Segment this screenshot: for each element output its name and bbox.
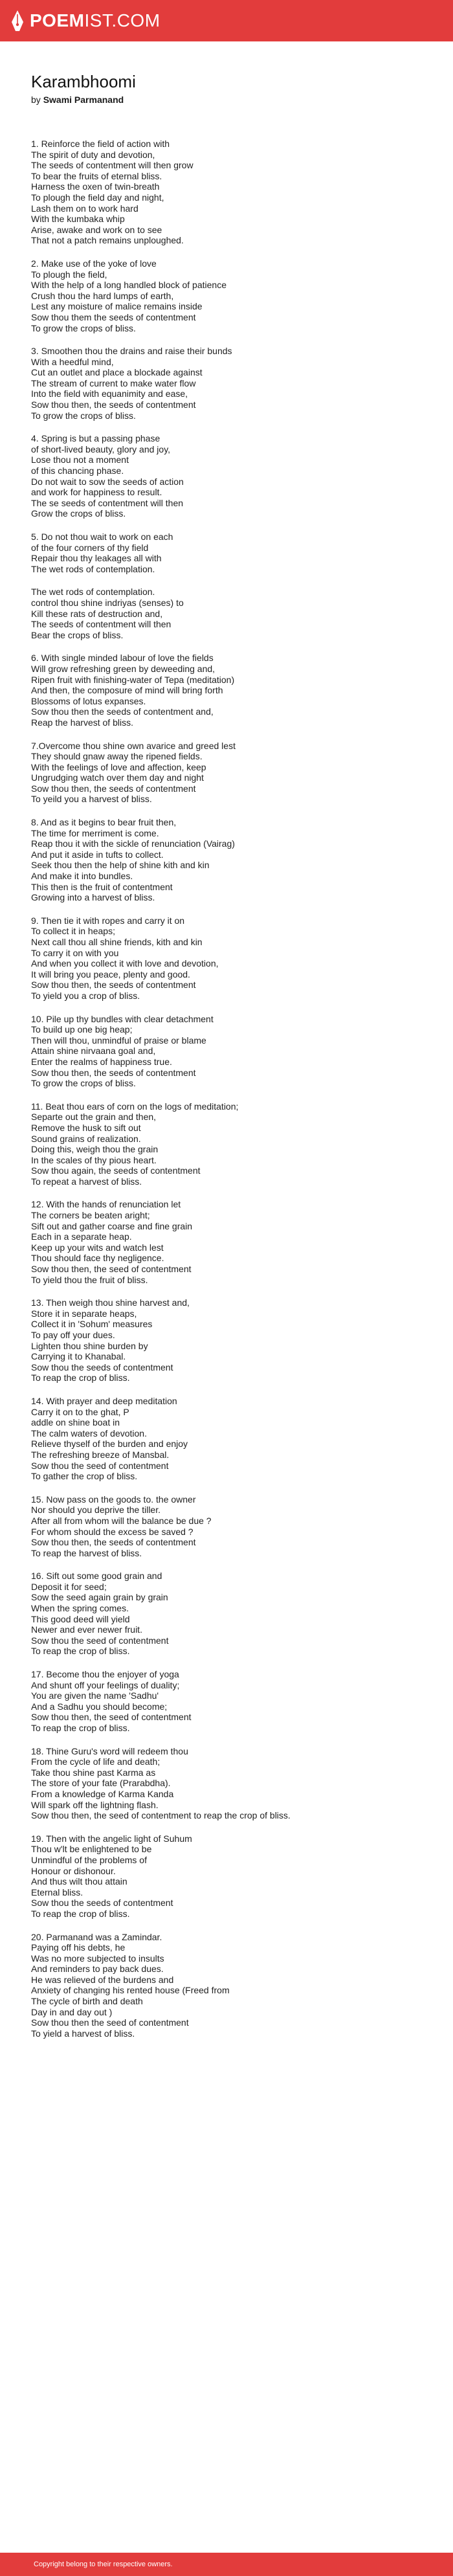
copyright-text: Copyright belong to their respective owners.	[34, 2560, 173, 2568]
poem-stanza: The wet rods of contemplation. control thou shine indriyas (senses) to Kill these rats of destruction and, The seeds of contentment will then Bear the crops of bliss.	[31, 587, 184, 640]
poem-stanza: 5. Do not thou wait to work on each of the four corners of thy field Repair thou thy leakages all with The wet rods of contemplation.	[31, 532, 173, 574]
poem-stanza: 12. With the hands of renunciation let The corners be beaten aright; Sift out and gather coarse and fine grain Each in a separate heap. Keep up your wits and watch lest Thou should face thy negligence. Sow thou then, the seed of contentment To yield thou the fruit of bliss.	[31, 1199, 193, 1285]
poem-content	[31, 71, 426, 2051]
poem-stanza: 8. And as it begins to bear fruit then, The time for merriment is come. Reap thou it with the sickle of renunciation (Vairag) And put it aside in tufts to collect. Seek thou then the help of shine kith and kin And make it into bundles. This then is the fruit of contentment Growing into a harvest of bliss.	[31, 817, 235, 903]
pen-nib-icon	[10, 9, 25, 32]
poem-stanza: 17. Become thou the enjoyer of yoga And shunt off your feelings of duality; You are given the name 'Sadhu' And a Sadhu you should become; Sow thou then, the seed of contentment To reap the crop of bliss.	[31, 1669, 192, 1733]
poem-body	[31, 139, 426, 2039]
logo-wordmark: POEMIST.COM	[30, 10, 160, 30]
author-link[interactable]: Swami Parmanand	[43, 95, 124, 105]
poem-stanza: 16. Sift out some good grain and Deposit it for seed; Sow the seed again grain by grain When the spring comes. This good deed will yield Newer and ever newer fruit. Sow thou the seed of contentment To reap the crop of bliss.	[31, 1571, 169, 1657]
poem-stanza: 2. Make use of the yoke of love To plough the field, With the help of a long handled block of patience Crush thou the hard lumps of earth, Lest any moisture of malice remains inside Sow thou them the seeds of contentment To grow the crops of bliss.	[31, 258, 226, 333]
footer-bar	[0, 2553, 453, 2576]
poem-stanza: 11. Beat thou ears of corn on the logs of meditation; Separte out the grain and then, Remove the husk to sift out Sound grains of realization. Doing this, weigh thou the grain In the scales of thy pious heart. Sow thou again, the seeds of contentment To repeat a harvest of bliss.	[31, 1101, 239, 1187]
poem-stanza: 7.Overcome thou shine own avarice and greed lest They should gnaw away the ripened fields. With the feelings of love and affection, keep Ungrudging watch over them day and night Sow thou then, the seeds of contentment To yeild you a harvest of bliss.	[31, 740, 236, 805]
poem-stanza: 3. Smoothen thou the drains and raise their bunds With a heedful mind, Cut an outlet and place a blockade against The stream of current to make water flow Into the field with equanimity and ease, Sow thou then, the seeds of contentment To grow the crops of bliss.	[31, 346, 232, 421]
poem-stanza: 1. Reinforce the field of action with The spirit of duty and devotion, The seeds of contentment will then grow To bear the fruits of eternal bliss. Harness the oxen of twin-breath To plough the field day and night, Lash them on to work hard With the kumbaka whip Arise, awake and work on to see That not a patch remains unploughed.	[31, 139, 193, 246]
poem-stanza: 10. Pile up thy bundles with clear detachment To build up one big heap; Then will thou, unmindful of praise or blame Attain shine nirvaana goal and, Enter the realms of happiness true. Sow thou then, the seeds of contentment To grow the crops of bliss.	[31, 1013, 214, 1089]
poem-stanza: 15. Now pass on the goods to. the owner Nor should you deprive the tiller. After all from whom will the balance be due ? For whom should the excess be saved ? Sow thou then, the seeds of contentment To reap the harvest of bliss.	[31, 1494, 212, 1558]
top-bar	[0, 0, 453, 41]
byline-prefix: by	[31, 95, 43, 105]
poem-stanza: 19. Then with the angelic light of Suhum Thou w'lt be enlightened to be Unmindful of the problems of Honour or dishonour. And thus wilt thou attain Eternal bliss. Sow thou the seeds of contentment To reap the crop of bliss.	[31, 1833, 192, 1919]
poem-stanza: 4. Spring is but a passing phase of short-lived beauty, glory and joy, Lose thou not a moment of this chancing phase. Do not wait to sow the seeds of action and work for happiness to result. The se seeds of contentment will then Grow the crops of bliss.	[31, 433, 184, 519]
poem-stanza: 9. Then tie it with ropes and carry it on To collect it in heaps; Next call thou all shine friends, kith and kin To carry it on with you And when you collect it with love and devotion, It will bring you peace, plenty and good. Sow thou then, the seeds of contentment To yield you a crop of bliss.	[31, 915, 219, 1001]
poem-stanza: 18. Thine Guru's word will redeem thou From the cycle of life and death; Take thou shine past Karma as The store of your fate (Prarabdha). From a knowledge of Karma Kanda Will spark off the lightning flash. Sow thou then, the seed of contentment to reap the crop of bliss.	[31, 1745, 291, 1821]
poem-stanza: 6. With single minded labour of love the fields Will grow refreshing green by deweeding and, Ripen fruit with finishing-water of Tepa (meditation) And then, the composure of mind will bring forth Blossoms of lotus expanses. Sow thou then the seeds of contentment and, Reap the harvest of bliss.	[31, 653, 235, 728]
site-logo[interactable]	[10, 9, 160, 32]
poem-stanza: 20. Parmanand was a Zamindar. Paying off his debts, he Was no more subjected to insults And reminders to pay back dues. He was relieved of the burdens and Anxiety of changing his rented house (Freed from The cycle of birth and death Day in and day out ) Sow thou then the seed of contentment To yield a harvest of bliss.	[31, 1931, 230, 2039]
poem-title: Karambhoomi	[31, 72, 136, 91]
poem-stanza: 14. With prayer and deep meditation Carry it on to the ghat, P addle on shine boat in The calm waters of devotion. Relieve thyself of the burden and enjoy The refreshing breeze of Mansbal. Sow thou the seed of contentment To gather the crop of bliss.	[31, 1395, 188, 1482]
poem-byline	[31, 93, 426, 106]
poem-stanza: 13. Then weigh thou shine harvest and, Store it in separate heaps, Collect it in 'Sohum' measures To pay off your dues. Lighten thou shine burden by Carrying it to Khanabal. Sow thou the seeds of contentment To reap the crop of bliss.	[31, 1297, 190, 1383]
